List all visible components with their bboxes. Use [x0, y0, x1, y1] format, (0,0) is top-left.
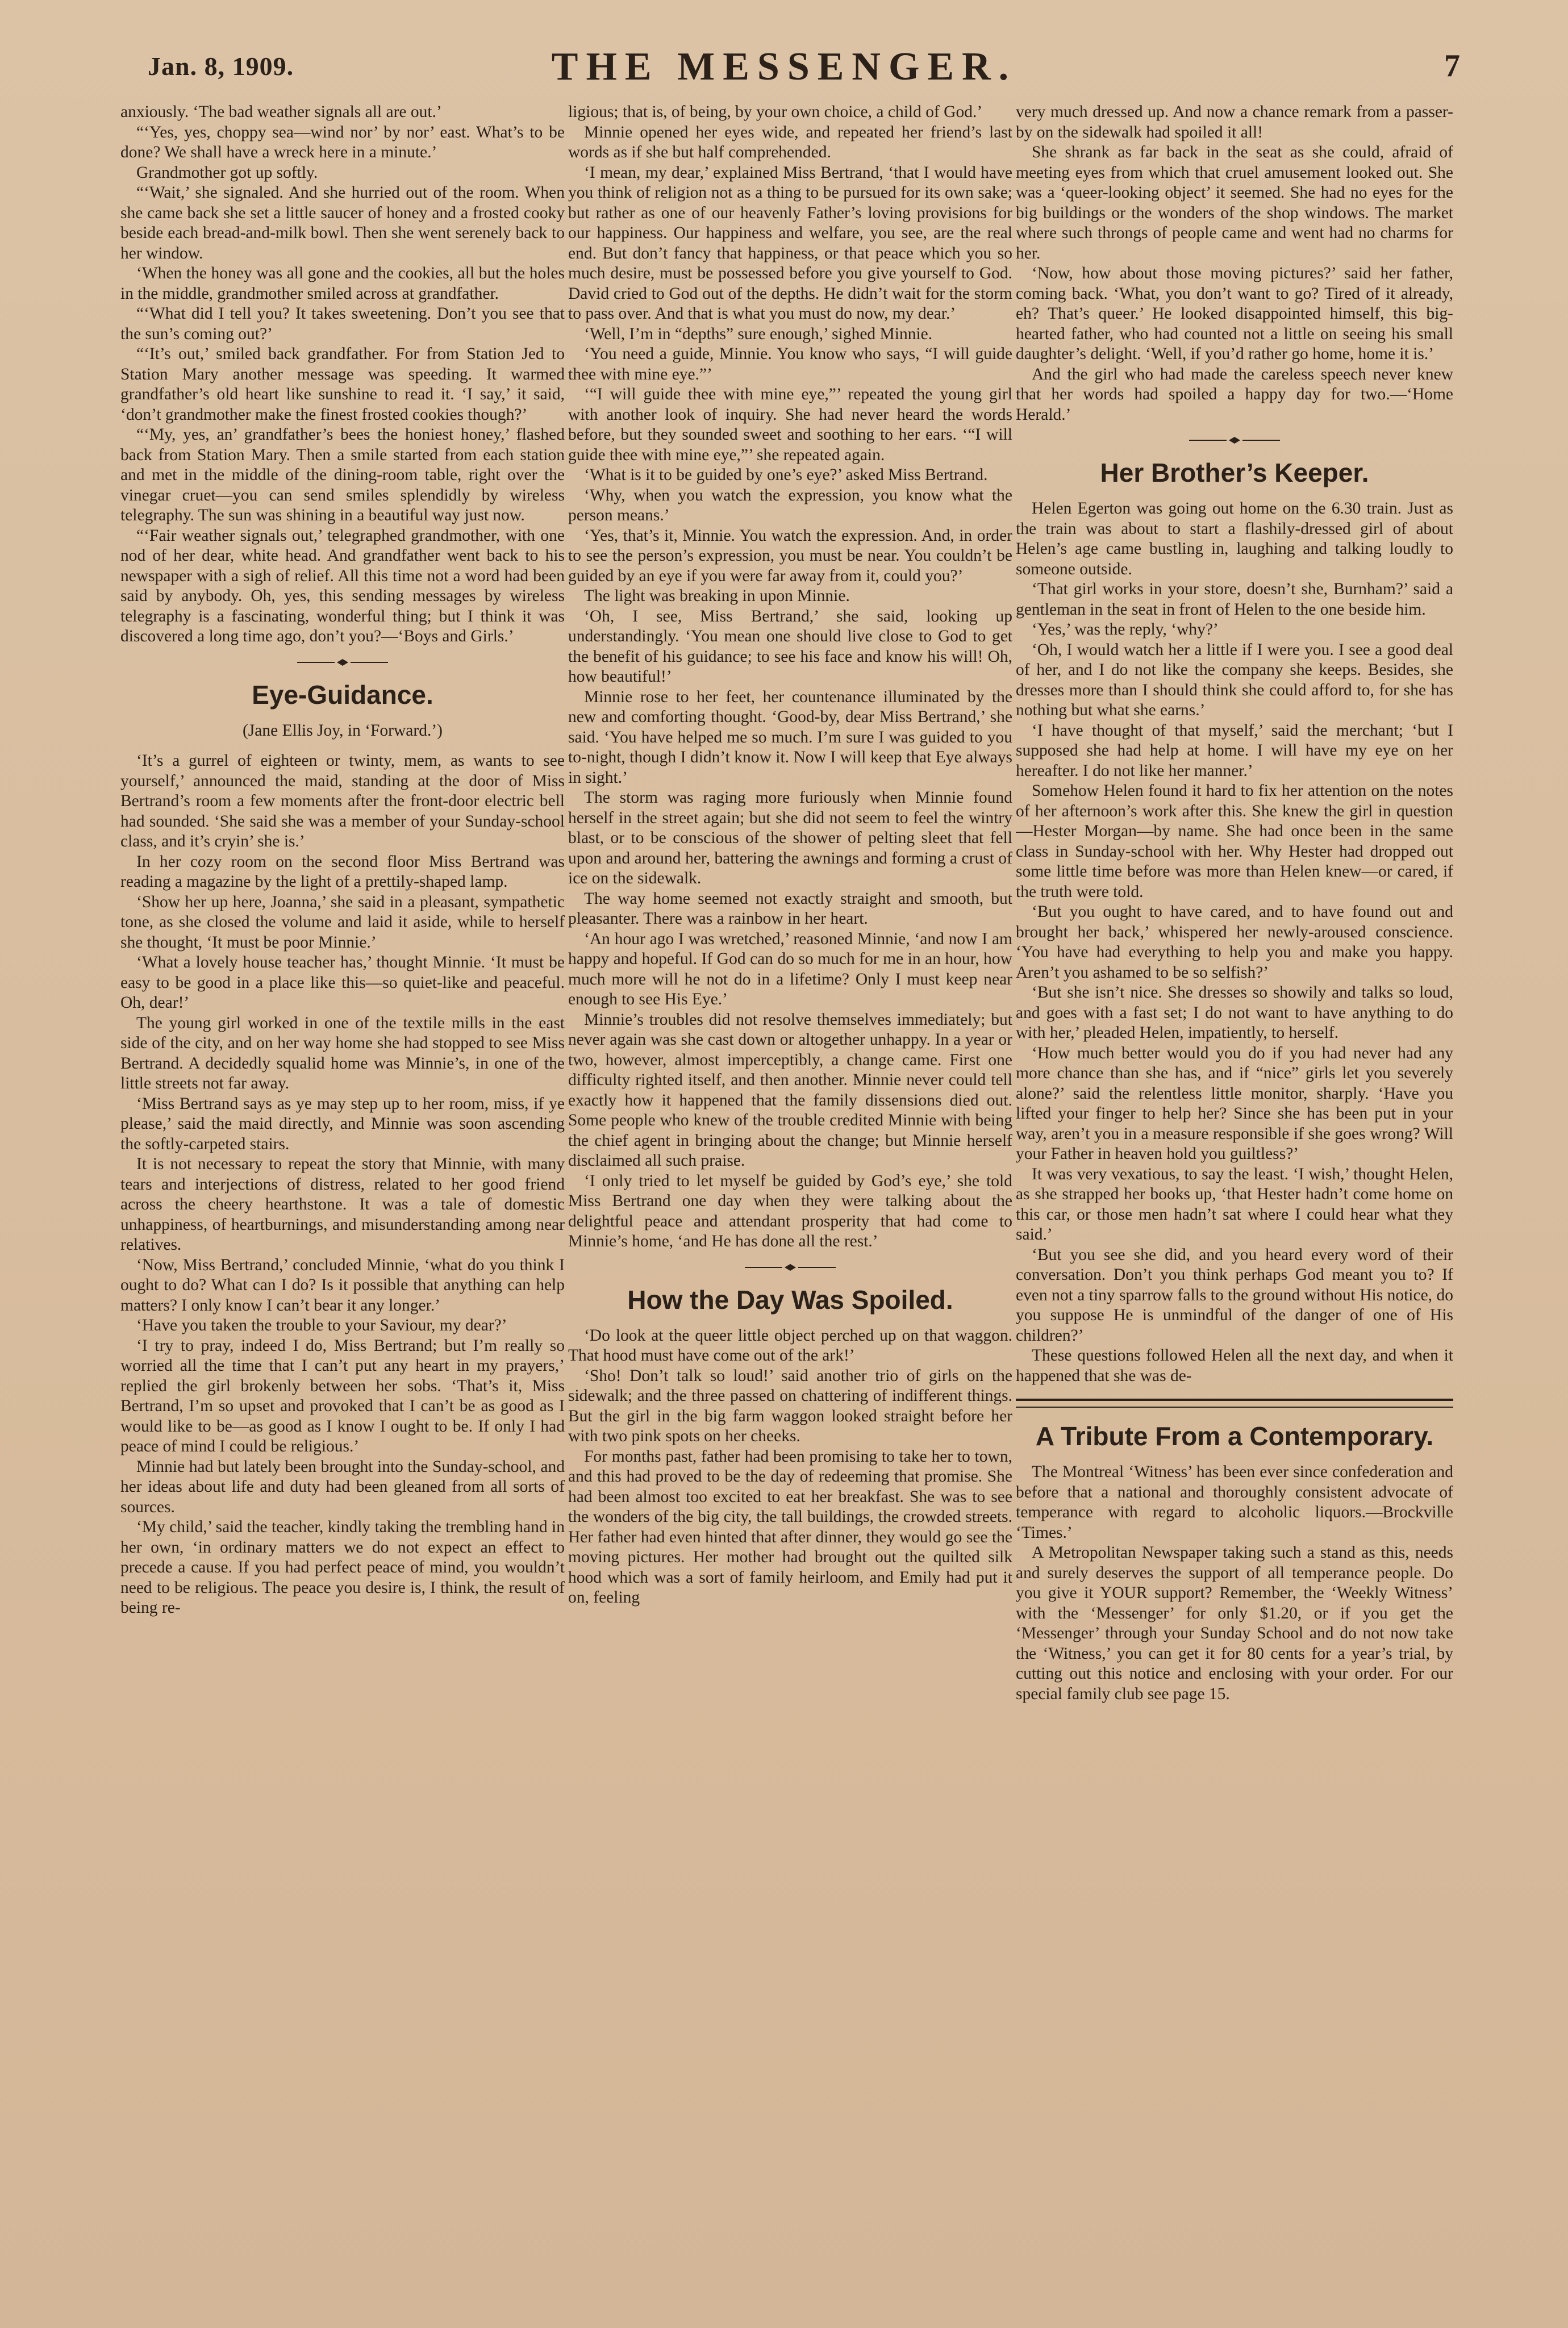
paragraph: ‘My child,’ said the teacher, kindly taking the trembling hand in her own, ‘in ordinary matters we do not expect an effect to precede a cause. If you had perfect peace of mind, you wouldn’t need to be religious. The peace you desire is, I think, the result of being re-: [120, 1518, 565, 1617]
section-divider-ornament: [297, 658, 388, 666]
masthead-title: THE MESSENGER.: [551, 45, 1017, 89]
paragraph: A Metropolitan Newspaper taking such a stand as this, needs and surely deserves the support of all temperance people. Do you give it YOUR support? Remember, the ‘Weekly Witness’ with the ‘Messenger’ for only $1.20, or if you get the ‘Messenger’ through your Sunday School and do not now take the ‘Witness,’ you can get it for 80 cents for a year’s trial, by cutting out this notice and enclosing with your order. For our special family club see page 15.: [1016, 1543, 1453, 1703]
paragraph: ‘Miss Bertrand says as ye may step up to her room, miss, if ye please,’ said the maid directly, and Minnie was soon ascending the softly-carpeted stairs.: [120, 1094, 565, 1153]
paragraph: The Montreal ‘Witness’ has been ever since confederation and before that a national and thoroughly consistent advocate of temperance with regard to alcoholic liquors.—Brockville ‘Times.’: [1016, 1463, 1453, 1542]
paragraph: ‘What a lovely house teacher has,’ thought Minnie. ‘It must be easy to be good in a place like this—so quiet-like and peaceful. Oh, dear!’: [120, 953, 565, 1012]
paragraph: ‘Well, I’m in “depths” sure enough,’ sighed Minnie.: [584, 324, 933, 343]
paragraph: “‘It’s out,’ smiled back grandfather. For from Station Jed to Station Mary another message was speeding. It warmed grandfather’s old heart like sunshine to read it. ‘I say,’ it said, ‘don’t grandmother make the finest frosted cookies though?’: [120, 345, 565, 424]
paragraph: “‘Yes, yes, choppy sea—wind nor’ by nor’ east. What’s to be done? We shall have a wreck here in a minute.’: [120, 123, 565, 161]
paragraph: ‘But you ought to have cared, and to have found out and brought her back,’ whispered her newly-aroused conscience. ‘You have had everything to help you and make you happy. Aren’t you ashamed to be so selfish?’: [1016, 903, 1453, 982]
paragraph: She shrank as far back in the seat as she could, afraid of meeting eyes from which that cruel amusement looked out. She was a ‘queer-looking object’ it seemed. She had no eyes for the big buildings or the wonders of the shop windows. The market where such throngs of people came and went had no charms for her.: [1016, 143, 1453, 262]
paragraph: ‘Yes,’ was the reply, ‘why?’: [1032, 620, 1219, 639]
issue-date: Jan. 8, 1909.: [148, 52, 294, 81]
paragraph: Helen Egerton was going out home on the 6.30 train. Just as the train was about to start a flashily-dressed girl of about Helen’s age came bustling in, laughing and talking loudly to someone outside.: [1016, 499, 1453, 578]
double-rule-divider: [1016, 1399, 1453, 1408]
paragraph: The young girl worked in one of the textile mills in the east side of the city, and on her way home she had stopped to see Miss Bertrand. A decidedly squalid home was Minnie’s, in one of the little streets not far away.: [120, 1013, 565, 1092]
paragraph: ‘Yes, that’s it, Minnie. You watch the expression. And, in order to see the person’s expression, you must be near. You couldn’t be guided by an eye if you were far away from it, could you?’: [568, 526, 1012, 585]
paragraph: For months past, father had been promising to take her to town, and this had proved to be the day of redeeming that promise. She had been almost too excited to eat her breakfast. She was to see the wonders of the big city, the tall buildings, the crowded streets. Her father had even hinted that after dinner, they would go see the moving pictures. Her mother had brought out the quilted silk hood which was a sort of family heirloom, and Emily had put it on, feeling: [568, 1447, 1012, 1607]
paragraph: ‘Now, how about those moving pictures?’ said her father, coming back. ‘What, you don’t want to go? Tired of it already, eh? That’s queer.’ He looked disappointed himself, this big-hearted father, who had counted not a little on seeing his small daughter’s delight. ‘Well, if you’d rather go home, home it is.’: [1016, 264, 1453, 363]
paragraph: These questions followed Helen all the next day, and when it happened that she was de-: [1016, 1346, 1453, 1385]
paragraph: It is not necessary to repeat the story that Minnie, with many tears and interjections of distress, related to her good friend across the cheery hearthstone. It was a tale of domestic unhappiness, of heartburnings, and misunderstanding among near relatives.: [120, 1155, 565, 1254]
paragraph: Minnie’s troubles did not resolve themselves immediately; but never again was she cast down or altogether unhappy. In a year or two, however, almost imperceptibly, a change came. First one difficulty righted itself, and then another. Minnie never could tell exactly how it happened that the family dissensions died out. Some people who knew of the trouble credited Minnie with being the chief agent in bringing about the change; but Minnie herself disclaimed all such praise.: [568, 1010, 1012, 1170]
paragraph: ‘When the honey was all gone and the cookies, all but the holes in the middle, grandmother smiled across at grandfather.: [120, 264, 565, 303]
paragraph: It was very vexatious, to say the least. ‘I wish,’ thought Helen, as she strapped her books up, ‘that Hester hadn’t come home on this car, or those men hadn’t sat where I could hear what they said.’: [1016, 1165, 1453, 1244]
paragraph: The way home seemed not exactly straight and smooth, but pleasanter. There was a rainbow in her heart.: [568, 889, 1012, 928]
paragraph: ‘Show her up here, Joanna,’ she said in a pleasant, sympathetic tone, as she closed the volume and laid it aside, while to herself she thought, ‘It must be poor Minnie.’: [120, 892, 565, 952]
paragraph: Minnie had but lately been brought into the Sunday-school, and her ideas about life and duty had been gleaned from all sorts of sources.: [120, 1457, 565, 1516]
paragraph: “‘What did I tell you? It takes sweetening. Don’t you see that the sun’s coming out?’: [120, 304, 565, 343]
paragraph: Minnie opened her eyes wide, and repeated her friend’s last words as if she but half comprehended.: [568, 123, 1012, 161]
paragraph: ‘But you see she did, and you heard every word of their conversation. Don’t you think perhaps God meant you to? If even not a tiny sparrow falls to the ground without His notice, do you suppose He is unmindful of the danger of one of His children?’: [1016, 1245, 1453, 1345]
column-3: [1016, 102, 1453, 2306]
paragraph: ‘Do look at the queer little object perched up on that waggon. That hood must have come out of the ark!’: [568, 1326, 1012, 1365]
paragraph: ‘Have you taken the trouble to your Saviour, my dear?’: [136, 1316, 507, 1334]
paragraph: ‘An hour ago I was wretched,’ reasoned Minnie, ‘and now I am happy and hopeful. If God can do so much for me in an hour, how much more will he not do in a lifetime? Only I must keep near enough to see His Eye.’: [568, 929, 1012, 1008]
paragraph: anxiously. ‘The bad weather signals all are out.’: [120, 103, 442, 121]
column-1: [120, 102, 565, 2306]
section-divider-ornament: [745, 1263, 836, 1271]
paragraph: Somehow Helen found it hard to fix her attention on the notes of her afternoon’s work after this. She knew the girl in question—Hester Morgan—by name. She had once been in the same class in Sunday-school with her. Why Hester had dropped out some little time before was more than Helen knew—or cared, if the truth were told.: [1016, 782, 1453, 901]
paragraph: And the girl who had made the careless speech never knew that her words had spoiled a happy day for two.—‘Home Herald.’: [1016, 365, 1453, 424]
paragraph: ‘I mean, my dear,’ explained Miss Bertrand, ‘that I would have you think of religion not as a thing to be pursued for its own sake; but rather as one of our heavenly Father’s loving provisions for our happiness. Our happiness and welfare, you see, are the real end. But don’t fancy that happiness, or that peace which you so much desire, must be possessed before you give yourself to God. David cried to God out of the depths. He didn’t wait for the storm to pass over. And that is what you must do now, my dear.’: [568, 163, 1012, 323]
paragraph: In her cozy room on the second floor Miss Bertrand was reading a magazine by the light of a prettily-shaped lamp.: [120, 852, 565, 891]
paragraph: “‘My, yes, an’ grandfather’s bees the honiest honey,’ flashed back from Station Mary. Then a smile started from each station and met in the middle of the dining-room table, right over the vinegar cruet—you can send smiles splendidly by wireless telegraphy. The sun was shining in a beautiful way just now.: [120, 425, 565, 524]
article-heading-tribute: A Tribute From a Contemporary.: [1035, 1421, 1434, 1451]
paragraph: ‘What is it to be guided by one’s eye?’ asked Miss Bertrand.: [584, 466, 988, 484]
paragraph: Minnie rose to her feet, her countenance illuminated by the new and comforting thought. ‘Good-by, dear Miss Bertrand,’ she said. ‘You have helped me so much. I’m sure I was guided to you to-night, though I didn’t know it. Now I will keep that Eye always in sight.’: [568, 687, 1012, 787]
paragraph: ‘Oh, I see, Miss Bertrand,’ she said, looking up understandingly. ‘You mean one should live close to God to get the benefit of his guidance; to see his face and know his will! Oh, how beautiful!’: [568, 607, 1012, 686]
paragraph: ligious; that is, of being, by your own choice, a child of God.’: [568, 103, 983, 121]
article-heading-eye-guidance: Eye-Guidance.: [252, 679, 433, 710]
paragraph: ‘I only tried to let myself be guided by God’s eye,’ she told Miss Bertrand one day when they were talking about the delightful peace and attendant prosperity that had come to Minnie’s home, ‘and He has done all the rest.’: [568, 1171, 1012, 1250]
paragraph: The light was breaking in upon Minnie.: [584, 587, 850, 605]
paragraph: ‘Now, Miss Bertrand,’ concluded Minnie, ‘what do you think I ought to do? What can I do? Is it possible that anything can help matters? I only know I can’t bear it any longer.’: [120, 1255, 565, 1315]
page-header: [108, 40, 1460, 102]
article-heading-day-spoiled: How the Day Was Spoiled.: [627, 1284, 953, 1315]
page-number: 7: [1444, 48, 1460, 84]
article-heading-brothers-keeper: Her Brother’s Keeper.: [1100, 458, 1369, 487]
paragraph: ‘It’s a gurrel of eighteen or twinty, mem, as wants to see yourself,’ announced the maid, standing at the door of Miss Bertrand’s room a few moments after the front-door electric bell had sounded. ‘She said she was a member of your Sunday-school class, and it’s cryin’ she is.’: [120, 752, 565, 850]
paragraph: ‘Sho! Don’t talk so loud!’ said another trio of girls on the sidewalk; and the three passed on chattering of indifferent things. But the girl in the big farm waggon looked straight before her with two pink spots on her cheeks.: [568, 1366, 1012, 1445]
paragraph: ‘“I will guide thee with mine eye,”’ repeated the young girl with another look of inquiry. She had never heard the words before, but they sounded sweet and soothing to her ears. ‘“I will guide thee with mine eye,”’ she repeated again.: [568, 385, 1012, 464]
column-2: [568, 102, 1012, 2306]
paragraph: “‘Fair weather signals out,’ telegraphed grandmother, with one nod of her dear, white head. And grandfather went back to his newspaper with a sigh of relief. All this time not a word had been said by anybody. Oh, yes, this sending messages by wireless telegraphy is a fascinating, wonderful thing; but I think it was discovered a long time ago, don’t you?—‘Boys and Girls.’: [120, 526, 565, 645]
paragraph: ‘How much better would you do if you had never had any more chance than she has, and if “nice” girls let you severely alone?’ said the relentless little monitor, sharply. ‘Have you lifted your finger to help her? Since she has been put in your way, aren’t you in a measure responsible if she goes wrong? Will your Father in heaven hold you guiltless?’: [1016, 1044, 1453, 1163]
section-divider-ornament: [1189, 436, 1280, 444]
paragraph: “‘Wait,’ she signaled. And she hurried out of the room. When she came back she set a little saucer of honey and a frosted cooky beside each bread-and-milk bowl. Then she went serenely back to her window.: [120, 183, 565, 262]
paragraph: ‘Oh, I would watch her a little if I were you. I see a good deal of her, and I do not like the company she keeps. Besides, she dresses more than I should think she could afford to, for she has nothing but what she earns.’: [1016, 640, 1453, 719]
paragraph: The storm was raging more furiously when Minnie found herself in the street again; but she did not seem to feel the wintry blast, or to be conscious of the shower of pelting sleet that fell upon and around her, battering the awnings and forming a crust of ice on the sidewalk.: [568, 788, 1012, 887]
paragraph: very much dressed up. And now a chance remark from a passer-by on the sidewalk had spoiled it all!: [1016, 103, 1453, 141]
paragraph: ‘I try to pray, indeed I do, Miss Bertrand; but I’m really so worried all the time that I can’t put any heart in my prayers,’ replied the girl brokenly between her sobs. ‘That’s it, Miss Bertrand, I’m so upset and provoked that I can’t be as good as I would like to be—as good as I know I ought to be. If only I had peace of mind I could be religious.’: [120, 1336, 565, 1455]
paragraph: ‘But she isn’t nice. She dresses so showily and talks so loud, and goes with a fast set; I do not want to have anything to do with her,’ pleaded Helen, impatiently, to herself.: [1016, 983, 1453, 1042]
paragraph: ‘That girl works in your store, doesn’t she, Burnham?’ said a gentleman in the seat in front of Helen to the one beside him.: [1016, 580, 1453, 619]
paragraph: Grandmother got up softly.: [136, 163, 318, 182]
paragraph: ‘You need a guide, Minnie. You know who says, “I will guide thee with mine eye.”’: [568, 345, 1012, 383]
paragraph: ‘I have thought of that myself,’ said the merchant; ‘but I supposed she had help at home. I will have my eye on her hereafter. I do not like her manner.’: [1016, 721, 1453, 780]
paragraph: ‘Why, when you watch the expression, you know what the person means.’: [568, 486, 1012, 524]
article-byline: (Jane Ellis Joy, in ‘Forward.’): [242, 721, 443, 740]
